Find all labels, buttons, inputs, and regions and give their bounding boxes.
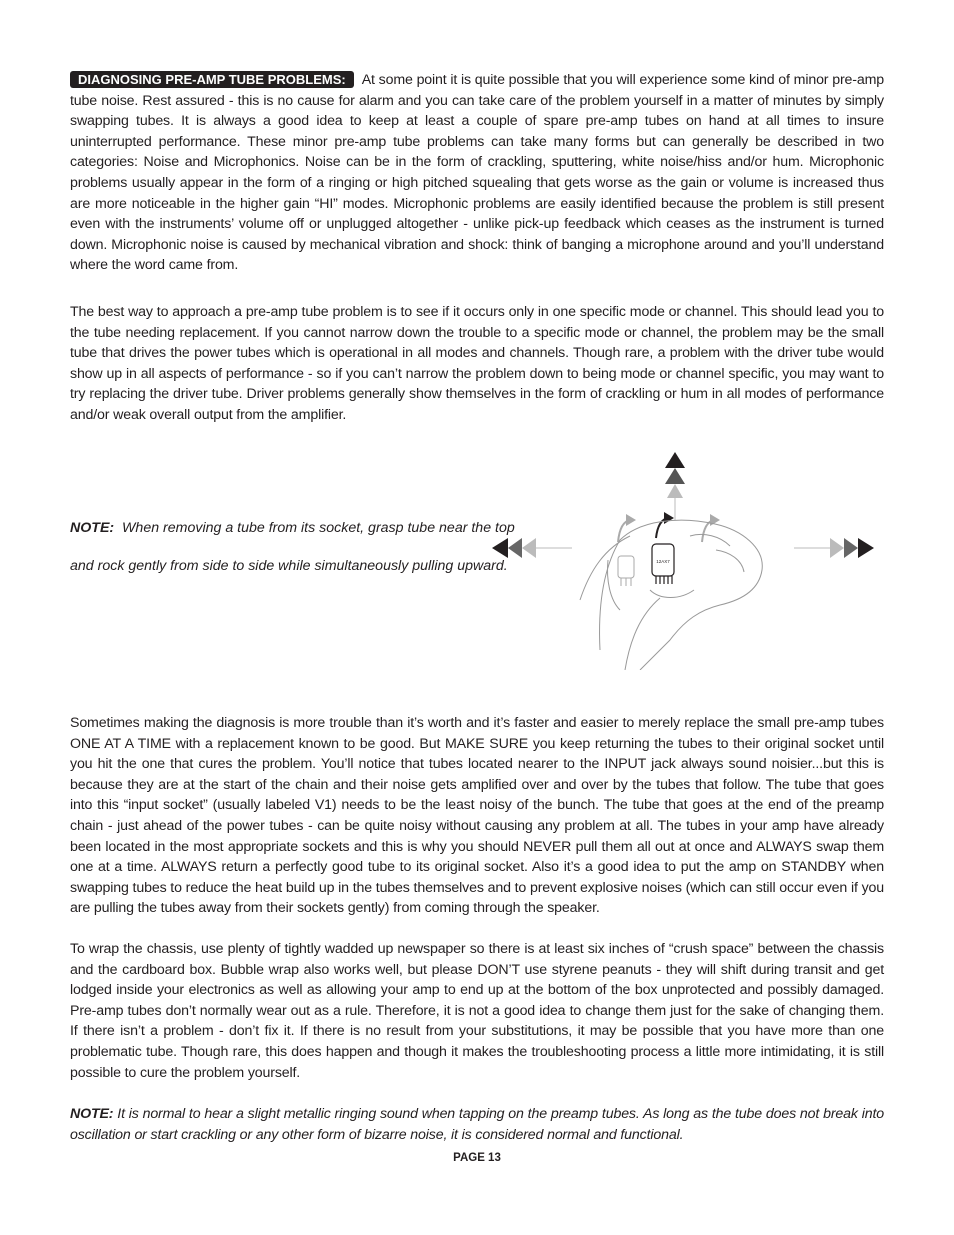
note-removal-line1 bbox=[70, 518, 515, 538]
section-diagnosing bbox=[70, 70, 884, 276]
section-heading: DIAGNOSING PRE-AMP TUBE PROBLEMS: bbox=[70, 71, 354, 88]
section-approach: The best way to approach a pre-amp tube problem is to see if it occurs only in one specific mode or channel. This should lead you to the tube needing replacement. If you cannot narrow down the trouble to a specific mode or channel, the problem may be the small tube that drives the power tubes which is operational in all modes and channels. Though rare, a problem with the driver tube would show up in all aspects of performance - so if you can’t narrow the problem down to being mode or channel specific, you may want to try replacing the driver tube. Driver problems generally show themselves in the form of crackling or hum in all modes of performance and/or weak overall output from the amplifier. bbox=[70, 304, 884, 423]
note-removal-line2: and rock gently from side to side while simultaneously pulling upward. bbox=[70, 558, 508, 574]
note-removal-text1: When removing a tube from its socket, grasp tube near the top bbox=[122, 520, 515, 536]
note-label: NOTE: bbox=[70, 1106, 114, 1122]
note-ringing bbox=[70, 1104, 884, 1145]
page-number: PAGE 13 bbox=[453, 1152, 501, 1164]
tube-label: 12AX7 bbox=[656, 559, 670, 564]
note-ringing-text: It is normal to hear a slight metallic ringing sound when tapping on the preamp tubes. As long as the tube does not break into oscillation or start crackling or any other form of bizarre noise, it is considered normal and functional. bbox=[70, 1106, 884, 1143]
section-wrap-chassis: To wrap the chassis, use plenty of tightly wadded up newspaper so there is at least six inches of “crush space” between the chassis and the cardboard box. Bubble wrap also works well, but please DON’T use styrene peanuts - they will shift during transit and get lodged inside your electronics as well as allowing your amp to end up at the bottom of the box unprotected and possibly damaged. Pre-amp tubes don’t normally wear out as a rule. Therefore, it is not a good idea to change them just for the sake of changing them. If there isn’t a problem - don’t fix it. If there is no result from your substitutions, it may be possible that you have more than one problematic tube. Though rare, this does happen and though it makes the troubleshooting process a little more intimidating, it is still possible to cure the problem yourself. bbox=[70, 941, 884, 1081]
note-label: NOTE: bbox=[70, 520, 115, 536]
section-diagnosis-swap: Sometimes making the diagnosis is more trouble than it’s worth and it’s faster and easier to merely replace the small pre-amp tubes ONE AT A TIME with a replacement known to be good. But MAKE SURE you keep returning the tubes to their original socket until you hit the one that cures the problem. You’ll notice that tubes located nearer to the INPUT jack always sound noisier...but this is because they are at the start of the chain and their noise gets amplified over and over by the tubes that follow. The tube that goes into this “input socket” (usually labeled V1) needs to be the least noisy of the bunch. The tube that goes at the end of the preamp chain - just ahead of the power tubes - can be quite noisy without causing any problem at all. The tubes in your amp have already been located in the most appropriate sockets and this is why you should NEVER pull them all out at once and ALWAYS swap them one at a time. ALWAYS return a perfectly good tube to its original socket. Also it’s a good idea to put the amp on STANDBY when swapping tubes to reduce the heat build up in the tubes themselves and to prevent explosive noises (which can still occur even if you are pulling the tubes away from their sockets gently) from coming through the speaker. bbox=[70, 715, 884, 917]
tube-ghost-icon bbox=[618, 556, 634, 586]
up-arrows-icon bbox=[665, 452, 685, 520]
tube-icon bbox=[652, 544, 674, 584]
right-arrows-icon bbox=[794, 538, 874, 558]
hand-drawing bbox=[580, 520, 762, 670]
tube-removal-illustration bbox=[480, 440, 900, 670]
section-diagnosing-text: At some point it is quite possible that you will experience some kind of minor pre-amp tube noise. Rest assured - this is no cause for alarm and you can take care of the problem yourself in a matter of minutes by simply swapping tubes. It is always a good idea to keep at least a couple of spare pre-amp tubes on hand at all times to insure uninterrupted performance. These minor pre-amp tube problems can take many forms but can generally be described in two categories: Noise and Microphonics. Noise can be in the form of crackling, sputtering, white noise/hiss and/or hum. Microphonic problems usually appear in the form of a ringing or high pitched squealing that gets worse as the gain or volume is increased thus are more noticeable in the higher gain “HI” modes. Microphonic problems are easily identified because the problem is still present even with the instruments’ volume off or unplugged altogether - unlike pick-up feedback which ceases as the instrument is turned down. Microphonic noise is caused by mechanical vibration and shock: think of banging a microphone around and you’ll understand where the word came from. bbox=[70, 72, 884, 274]
left-arrows-icon bbox=[492, 538, 572, 558]
